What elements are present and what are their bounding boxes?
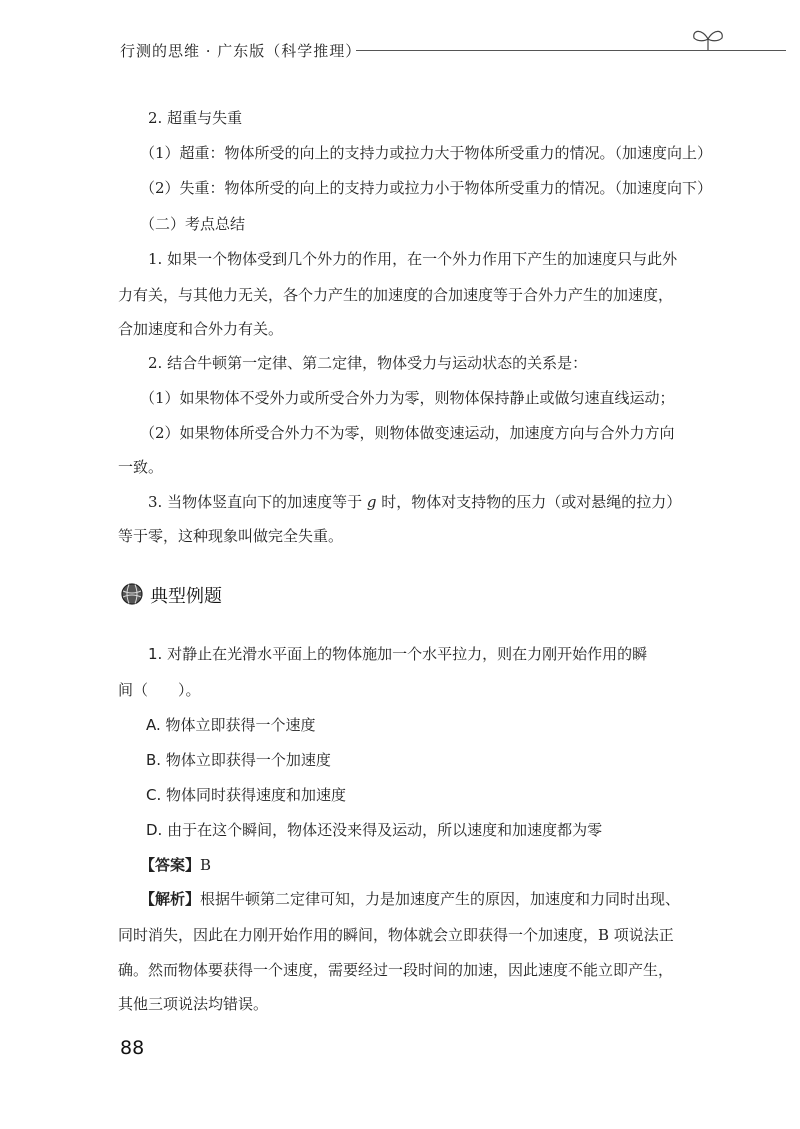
gravity-symbol: g bbox=[366, 493, 377, 511]
option-b: B. 物体立即获得一个加速度 bbox=[146, 751, 331, 769]
option-d: D. 由于在这个瞬间，物体还没来得及运动，所以速度和加速度都为零 bbox=[146, 821, 603, 839]
summary-p3-line1 bbox=[148, 491, 681, 512]
globe-icon bbox=[120, 582, 144, 606]
summary-p1-line2: 力有关，与其他力无关，各个力产生的加速度的合加速度等于合外力产生的加速度， bbox=[118, 286, 674, 304]
answer-value: B bbox=[200, 856, 212, 874]
summary-p2-item2: （2）如果物体所受合外力不为零，则物体做变速运动，加速度方向与合外力方向 bbox=[140, 424, 675, 442]
answer bbox=[140, 854, 211, 875]
sprout-icon bbox=[688, 24, 728, 52]
analysis-line1 bbox=[140, 888, 680, 909]
question-line1: 1. 对静止在光滑水平面上的物体施加一个水平拉力，则在力刚开始作用的瞬 bbox=[148, 645, 648, 663]
summary-p2-item2-cont: 一致。 bbox=[118, 458, 164, 476]
summary-p3-after: 时，物体对支持物的压力（或对悬绳的拉力） bbox=[376, 493, 682, 511]
concept-item-overweight: （1）超重：物体所受的向上的支持力或拉力大于物体所受重力的情况。（加速度向上） bbox=[140, 144, 713, 162]
running-title: 行测的思维 · 广东版（科学推理） bbox=[120, 42, 362, 60]
concept-heading: 2. 超重与失重 bbox=[148, 109, 243, 127]
page-number: 88 bbox=[120, 1037, 145, 1059]
analysis-line4: 其他三项说法均错误。 bbox=[118, 995, 269, 1013]
summary-p3-before: 3. 当物体竖直向下的加速度等于 bbox=[148, 493, 367, 511]
summary-heading: （二）考点总结 bbox=[140, 215, 246, 233]
concept-item-weightless: （2）失重：物体所受的向上的支持力或拉力小于物体所受重力的情况。（加速度向下） bbox=[140, 179, 713, 197]
analysis-text-1: 根据牛顿第二定律可知，力是加速度产生的原因，加速度和力同时出现、 bbox=[200, 890, 681, 908]
analysis-line3: 确。然而物体要获得一个速度，需要经过一段时间的加速，因此速度不能立即产生， bbox=[118, 961, 674, 979]
section-label: 典型例题 bbox=[150, 586, 222, 607]
analysis-label: 【解析】 bbox=[140, 890, 201, 908]
question-line2: 间（ ）。 bbox=[118, 681, 201, 699]
summary-p1-line3: 合加速度和合外力有关。 bbox=[118, 320, 284, 338]
answer-label: 【答案】 bbox=[140, 856, 201, 874]
summary-p3-line2: 等于零，这种现象叫做完全失重。 bbox=[118, 527, 344, 545]
option-c: C. 物体同时获得速度和加速度 bbox=[146, 786, 347, 804]
summary-p2-item1: （1）如果物体不受外力或所受合外力为零，则物体保持静止或做匀速直线运动； bbox=[140, 389, 675, 407]
analysis-line2: 同时消失，因此在力刚开始作用的瞬间，物体就会立即获得一个加速度，B 项说法正 bbox=[118, 926, 674, 944]
summary-p1-line1: 1. 如果一个物体受到几个外力的作用，在一个外力作用下产生的加速度只与此外 bbox=[148, 250, 678, 268]
running-header bbox=[120, 36, 720, 76]
summary-p2: 2. 结合牛顿第一定律、第二定律，物体受力与运动状态的关系是： bbox=[148, 354, 588, 372]
option-a: A. 物体立即获得一个速度 bbox=[146, 716, 316, 734]
